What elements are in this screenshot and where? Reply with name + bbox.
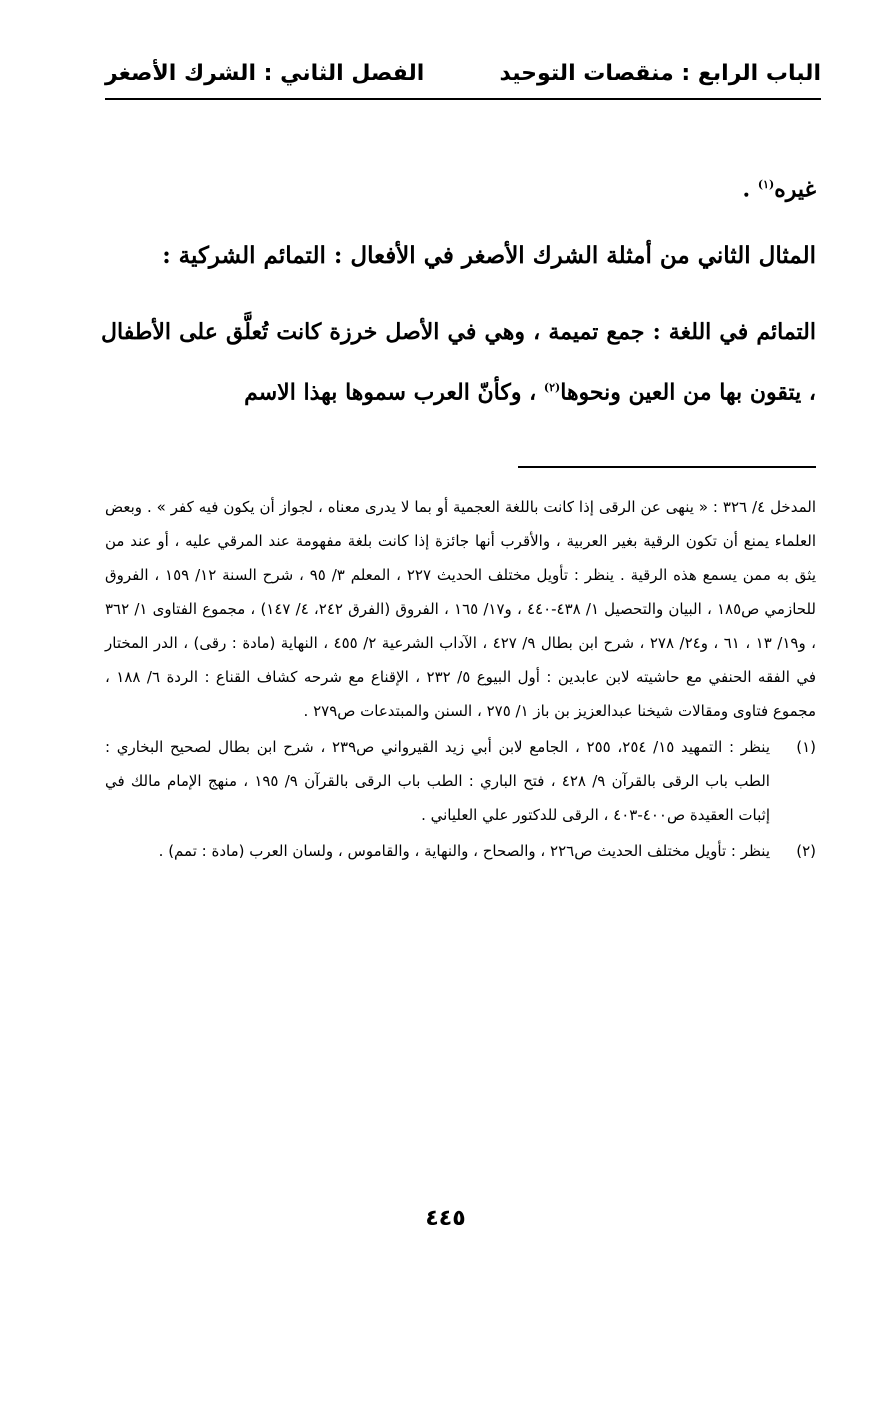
page-number: ٤٤٥ <box>425 1206 466 1231</box>
header-section-title: الفصل الثاني : الشرك الأصغر <box>105 60 425 86</box>
footnote-number: (١) <box>796 738 816 756</box>
footnote-text: ينظر : تأويل مختلف الحديث ص٢٢٦ ، والصحاح ، والنهاية ، والقاموس ، ولسان العرب (مادة : تمم) . <box>158 842 770 860</box>
footnote-continuation: المدخل ٤/ ٣٢٦ : « ينهى عن الرقى إذا كانت باللغة العجمية أو بما لا يدرى معناه ، لجواز أن يكون فيه كفر » . وبعض العلماء يمنع أن تكون الرقية بغير العربية ، والأقرب أنها جائزة إذا كانت بلغة مفهومة عند المرقي عليه ، أو عند من يثق به ممن يسمع هذه الرقية . ينظر : تأويل مختلف الحديث ٢٢٧ ، المعلم ٣/ ٩٥ ، شرح السنة ١٢/ ١٥٩ ، الفروق للحازمي ص١٨٥ ، البيان والتحصيل ١/ ٤٣٨-٤٤٠ ، و١٧/ ١٦٥ ، الفروق (الفرق ٢٤٢، ٤/ ١٤٧) ، مجموع الفتاوى ١/ ٣٦٢ ، و١٩/ ١٣ ، ٦١ ، و٢٤/ ٢٧٨ ، شرح ابن بطال ٩/ ٤٢٧ ، الآداب الشرعية ٢/ ٤٥٥ ، النهاية (مادة : رقى) ، الدر المختار في الفقه الحنفي مع حاشيته لابن عابدين : أول البيوع ٥/ ٢٣٢ ، الإقناع مع شرحه كشاف القناع : الردة ٦/ ١٨٨ ، مجموع فتاوى ومقالات شيخنا عبدالعزيز بن باز ١/ ٢٧٥ ، السنن والمبتدعات ص٢٧٩ . <box>105 498 816 720</box>
body-line-1-end: . <box>742 176 758 203</box>
footnote-ref-1: (١) <box>757 178 775 191</box>
section-heading: المثال الثاني من أمثلة الشرك الأصغر في الأفعال : التمائم الشركية : <box>162 242 816 269</box>
header-chapter-title: الباب الرابع : منقصات التوحيد <box>499 60 821 86</box>
body-paragraph <box>101 304 816 420</box>
footnote-text: ينظر : التمهيد ١٥/ ٢٥٤، ٢٥٥ ، الجامع لابن أبي زيد القيرواني ص٢٣٩ ، شرح ابن بطال لصحيح البخاري : الطب باب الرقى بالقرآن ٩/ ٤٢٨ ، فتح الباري : الطب باب الرقى بالقرآن ٩/ ١٩٥ ، منهج الإمام مالك في إثبات العقيدة ص٤٠٠-٤٠٣ ، الرقى للدكتور علي العلياني . <box>105 738 771 824</box>
body-paragraph-text: التمائم في اللغة : جمع تميمة ، وهي في الأصل خرزة كانت تُعلَّق على الأطفال ، يتقون بها من العين ونحوها <box>101 319 816 406</box>
footnote-item <box>105 730 816 832</box>
body-line-1-text: غيره <box>774 176 816 203</box>
body-paragraph-end: ، وكأنّ العرب سموها بهذا الاسم <box>244 379 544 406</box>
body-line-1 <box>101 165 816 209</box>
running-header <box>105 48 821 98</box>
footnote-number: (٢) <box>796 842 816 860</box>
footnote-ref-2: (٢) <box>543 381 561 394</box>
footnotes <box>105 490 816 868</box>
footnote-divider <box>518 466 816 468</box>
footnote-item <box>105 834 816 868</box>
header-divider <box>105 98 821 100</box>
